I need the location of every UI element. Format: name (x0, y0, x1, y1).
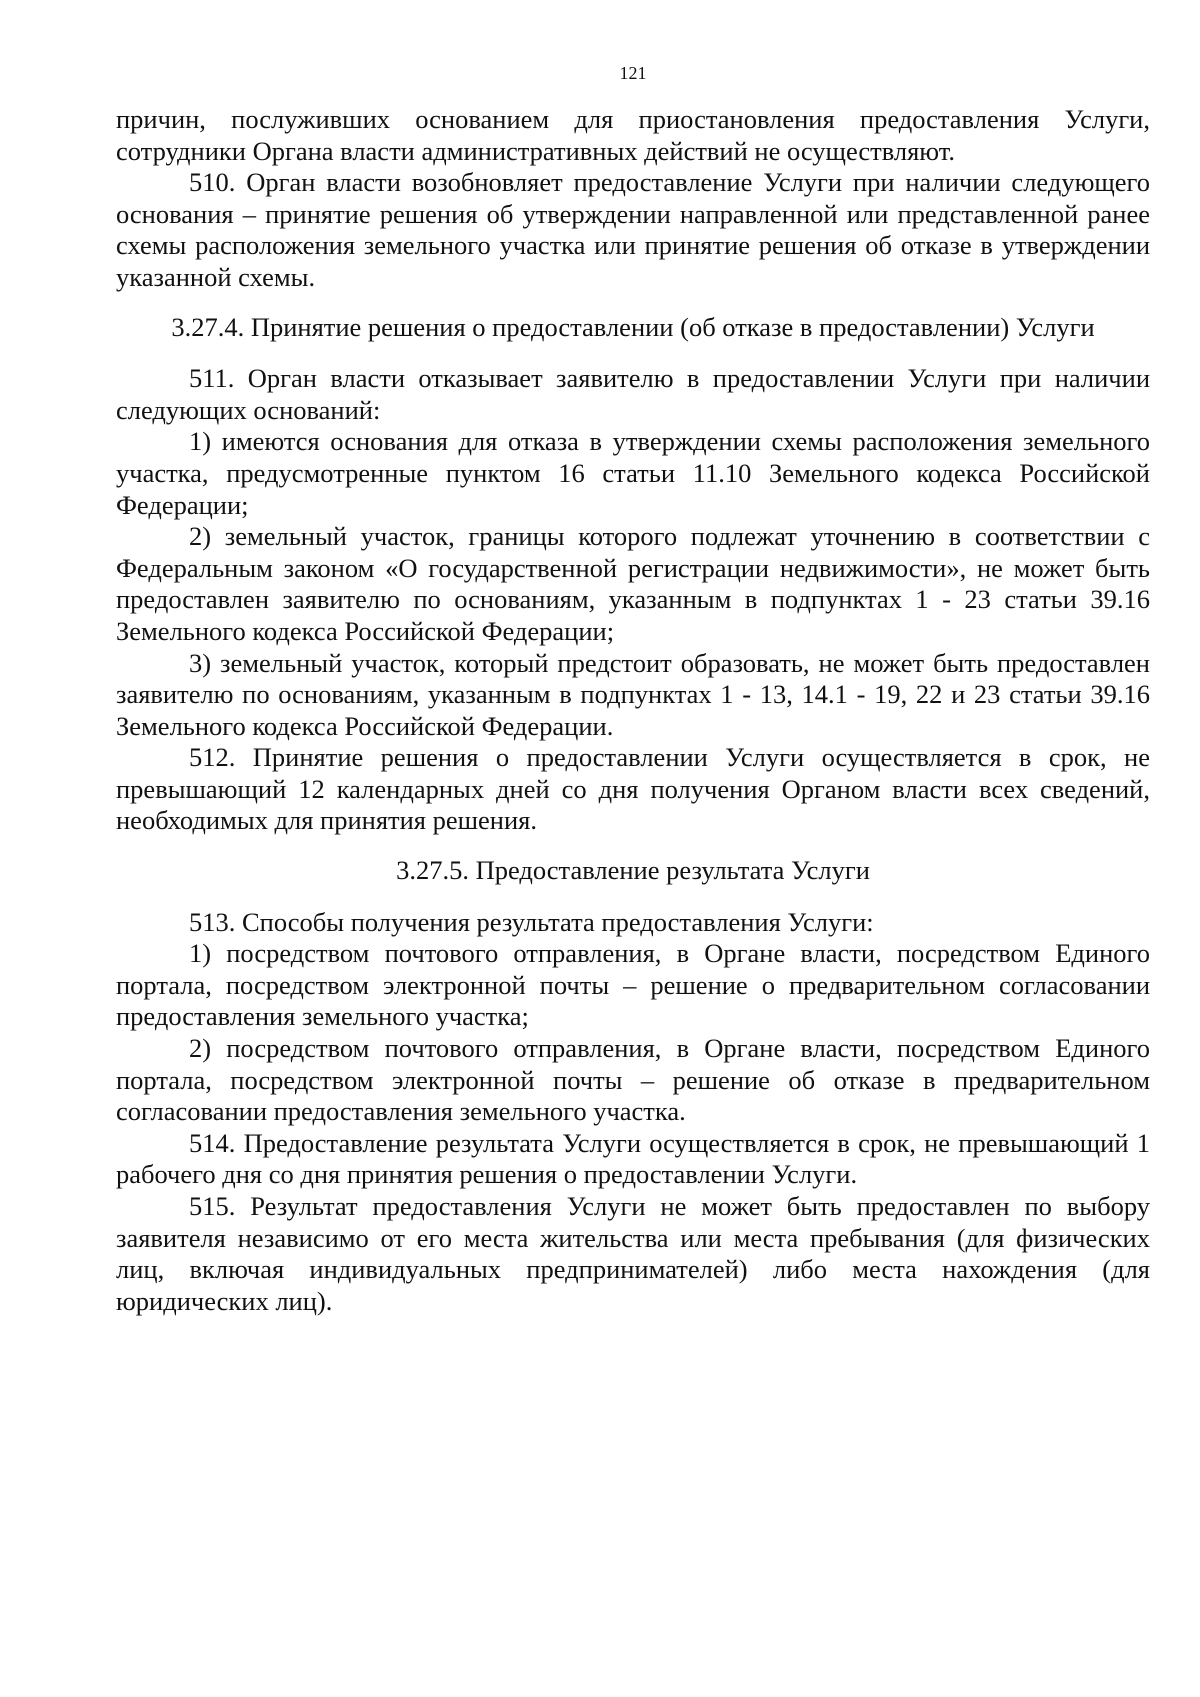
paragraph-511-item-1: 1) имеются основания для отказа в утверждении схемы расположения земельного участка, предусмотренные пунктом 16 статьи 11.10 Земельного кодекса Российской Федерации; (116, 426, 1150, 520)
document-page (116, 62, 1150, 1317)
paragraph-512: 512. Принятие решения о предоставлении Услуги осуществляется в срок, не превышающий 12 календарных дней со дня получения Органом власти всех сведений, необходимых для принятия решения. (116, 742, 1150, 836)
paragraph-513: 513. Способы получения результата предоставления Услуги: (189, 906, 874, 937)
paragraph-511-item-2: 2) земельный участок, границы которого подлежат уточнению в соответствии с Федеральным законом «О государственной регистрации недвижимости», не может быть предоставлен заявителю по основаниям, указанным в подпунктах 1 - 23 статьи 39.16 Земельного кодекса Российской Федерации; (116, 521, 1150, 646)
paragraph-514: 514. Предоставление результата Услуги осуществляется в срок, не превышающий 1 рабочего дня со дня принятия решения о предоставлении Услуги. (116, 1127, 1150, 1190)
paragraph-513-item-2: 2) посредством почтового отправления, в Органе власти, посредством Единого портала, посредством электронной почты – решение об отказе в предварительном согласовании предоставления земельного участка. (116, 1033, 1150, 1127)
section-heading-3-27-4: 3.27.4. Принятие решения о предоставлении (об отказе в предоставлении) Услуги (171, 311, 1095, 342)
paragraph-511-item-3: 3) земельный участок, который предстоит образовать, не может быть предоставлен заявителю по основаниям, указанным в подпунктах 1 - 13, 14.1 - 19, 22 и 23 статьи 39.16 Земельного кодекса Российской Федерации. (116, 647, 1150, 741)
paragraph-515: 515. Результат предоставления Услуги не может быть предоставлен по выбору заявителя независимо от его места жительства или места пребывания (для физических лиц, включая индивидуальных предпринимателей) либо места нахождения (для юридических лиц). (116, 1191, 1150, 1316)
paragraph-continuation: причин, послуживших основанием для приостановления предоставления Услуги, сотрудники Органа власти административных действий не осуществляют. (116, 104, 1150, 166)
page-number: 121 (619, 63, 647, 83)
paragraph-511: 511. Орган власти отказывает заявителю в предоставлении Услуги при наличии следующих оснований: (116, 363, 1150, 425)
paragraph-510: 510. Орган власти возобновляет предоставление Услуги при наличии следующего основания – принятие решения об утверждении направленной или представленной ранее схемы расположения земельного участка или принятие решения об отказе в утверждении указанной схемы. (116, 167, 1150, 292)
paragraph-513-item-1: 1) посредством почтового отправления, в Органе власти, посредством Единого портала, посредством электронной почты – решение о предварительном согласовании предоставления земельного участка; (116, 938, 1150, 1032)
section-heading-3-27-5: 3.27.5. Предоставление результата Услуги (396, 855, 870, 886)
